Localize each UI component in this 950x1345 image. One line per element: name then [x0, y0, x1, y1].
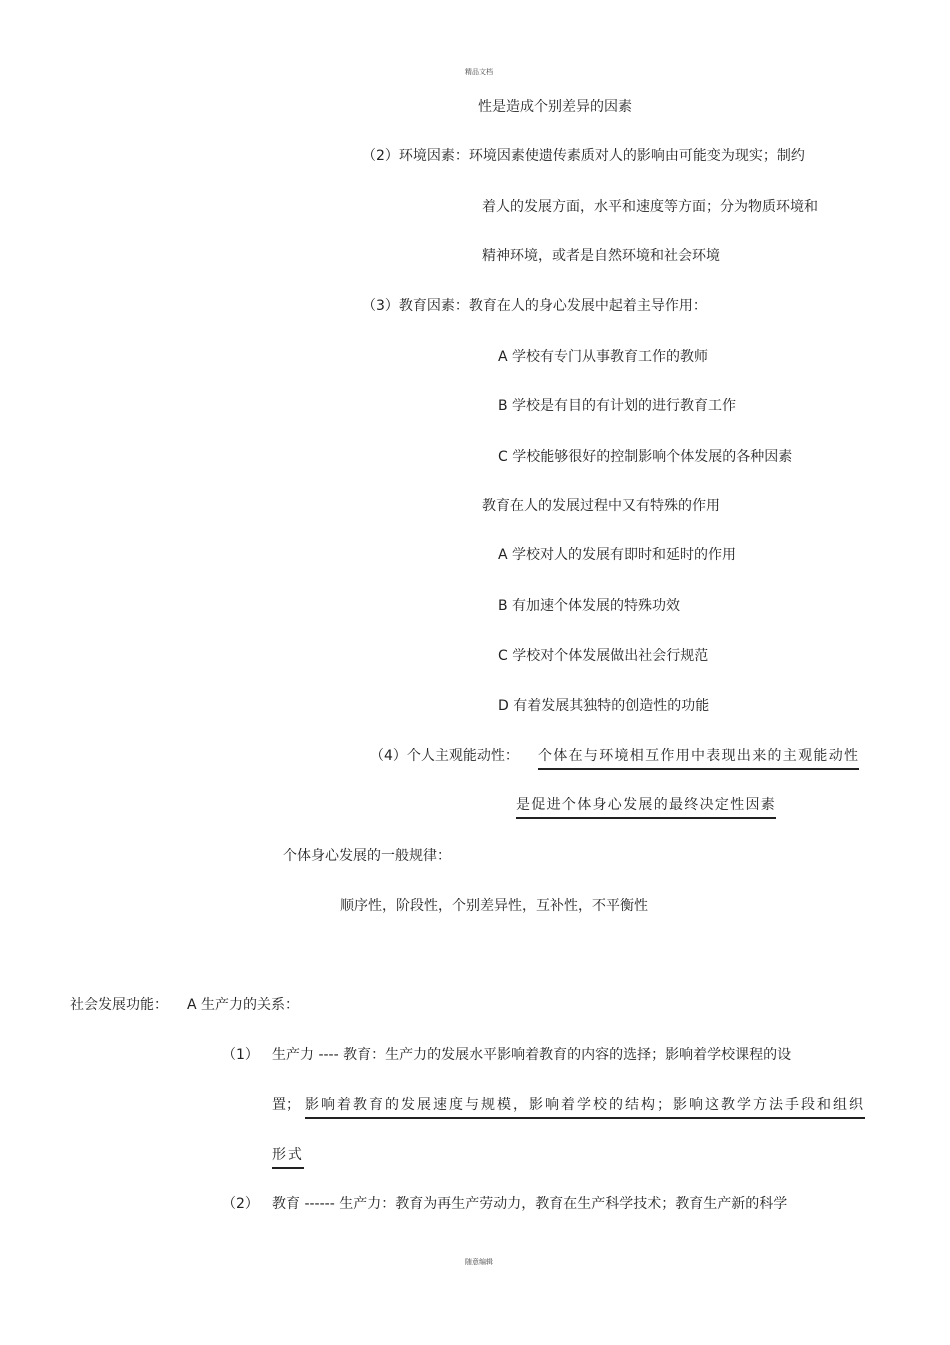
list-item: B 学校是有目的有计划的进行教育工作	[498, 398, 737, 414]
item-number: （1）	[222, 1047, 259, 1063]
list-item: B 有加速个体发展的特殊功效	[498, 598, 681, 614]
text-line-prefix: （4）个人主观能动性：	[370, 748, 519, 764]
text-line-prefix: 置；	[272, 1097, 300, 1113]
underlined-text: 是促进个体身心发展的最终决定性因素	[516, 795, 776, 819]
text-line: （3）教育因素：教育在人的身心发展中起着主导作用：	[362, 298, 707, 314]
text-line: 教育 ------ 生产力：教育为再生产劳动力，教育在生产科学技术；教育生产新的科学	[272, 1196, 788, 1212]
list-item: C 学校能够很好的控制影响个体发展的各种因素	[498, 449, 793, 465]
text-line: 生产力 ---- 教育：生产力的发展水平影响着教育的内容的选择；影响着学校课程的设	[272, 1047, 792, 1063]
item-number: （2）	[222, 1196, 259, 1212]
page-header: 精品文档	[465, 68, 493, 76]
text-line: （2）环境因素：环境因素使遗传素质对人的影响由可能变为现实；制约	[362, 148, 805, 164]
text-line: 着人的发展方面，水平和速度等方面；分为物质环境和	[482, 199, 818, 215]
list-item: A 学校对人的发展有即时和延时的作用	[498, 547, 737, 563]
text-line: 教育在人的发展过程中又有特殊的作用	[482, 498, 720, 514]
section-label: 社会发展功能：	[70, 997, 168, 1013]
underlined-text: 影响着教育的发展速度与规模，影响着学校的结构；影响这教学方法手段和组织	[305, 1095, 865, 1119]
text-line: 顺序性，阶段性，个别差异性，互补性，不平衡性	[340, 898, 648, 914]
section-heading: 个体身心发展的一般规律：	[283, 848, 451, 864]
section-heading: A 生产力的关系：	[187, 997, 300, 1013]
underlined-text: 个体在与环境相互作用中表现出来的主观能动性	[538, 746, 859, 770]
page-footer: 随意编辑	[465, 1258, 493, 1266]
underlined-text: 形式	[272, 1145, 304, 1169]
list-item: C 学校对个体发展做出社会行规范	[498, 648, 709, 664]
text-line: 性是造成个别差异的因素	[478, 99, 632, 115]
text-line: 精神环境，或者是自然环境和社会环境	[482, 248, 720, 264]
list-item: D 有着发展其独特的创造性的功能	[498, 698, 710, 714]
list-item: A 学校有专门从事教育工作的教师	[498, 349, 709, 365]
